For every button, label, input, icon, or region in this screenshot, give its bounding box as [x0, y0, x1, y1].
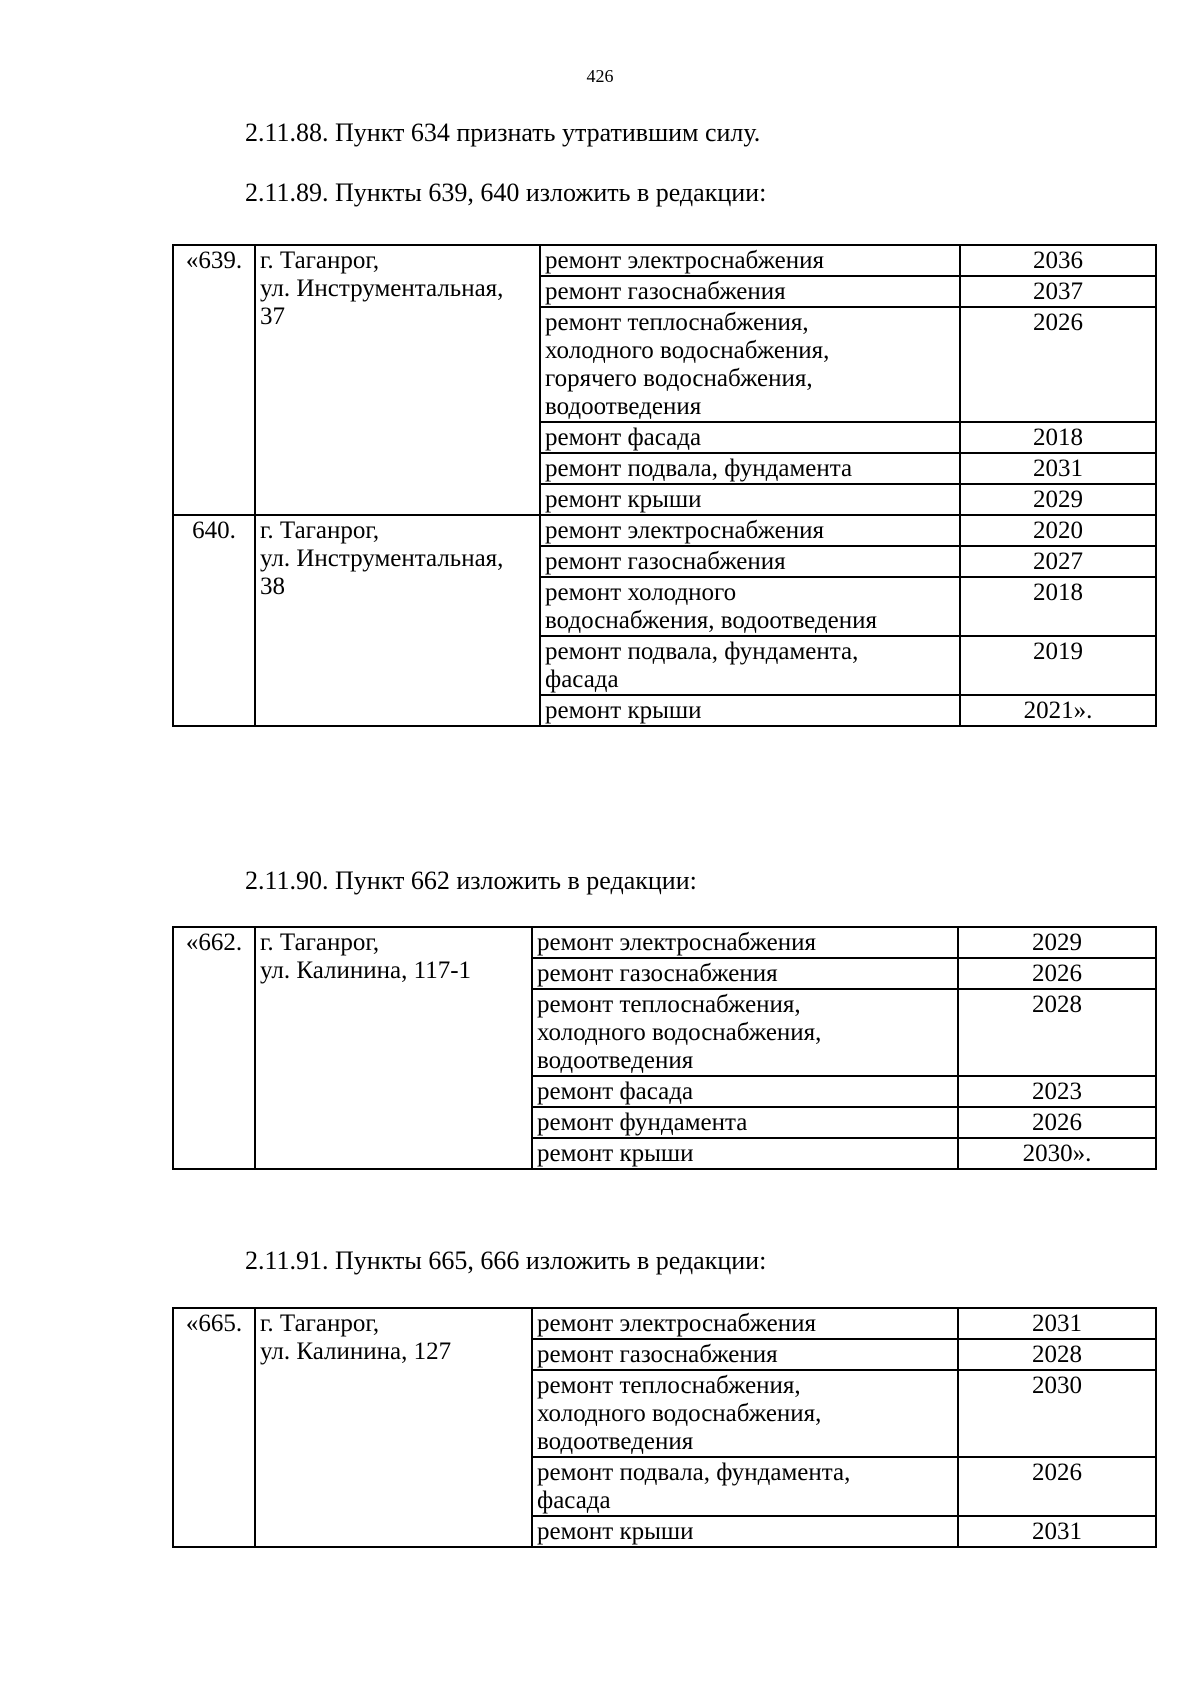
year-cell: 2018	[960, 577, 1156, 636]
work-type-line: ремонт крыши	[545, 486, 702, 513]
address-line: г. Таганрог,	[260, 247, 380, 274]
table-row	[173, 1308, 1156, 1339]
year-cell: 2023	[958, 1076, 1156, 1107]
work-type-cell	[540, 422, 960, 453]
work-type-cell	[532, 1457, 958, 1516]
address-line: ул. Калинина, 117-1	[260, 957, 472, 984]
work-type-cell	[540, 577, 960, 636]
table-row	[173, 927, 1156, 958]
item-number: «639.	[173, 245, 255, 515]
work-type-cell	[532, 1516, 958, 1547]
page-number: 426	[586, 66, 614, 86]
year-cell: 2031	[958, 1308, 1156, 1339]
address-cell	[255, 515, 540, 726]
work-type-line: ремонт крыши	[537, 1518, 694, 1545]
work-type-cell	[532, 1138, 958, 1169]
repair-table	[172, 1307, 1157, 1548]
work-type-cell	[540, 515, 960, 546]
work-type-line: горячего водоснабжения,	[545, 365, 813, 392]
year-cell: 2036	[960, 245, 1156, 276]
address-line: 37	[260, 303, 285, 330]
address-cell	[255, 245, 540, 515]
address-line: г. Таганрог,	[260, 517, 380, 544]
year-cell: 2026	[960, 307, 1156, 422]
work-type-line: ремонт электроснабжения	[537, 929, 816, 956]
work-type-line: ремонт холодного	[545, 579, 737, 606]
section-heading: 2.11.91. Пункты 665, 666 изложить в редакции:	[245, 1246, 767, 1275]
work-type-line: ремонт электроснабжения	[545, 517, 824, 544]
address-line: ул. Инструментальная,	[260, 275, 504, 302]
address-line: ул. Калинина, 127	[260, 1338, 452, 1365]
year-cell: 2026	[958, 1457, 1156, 1516]
work-type-cell	[532, 1107, 958, 1138]
address-line: ул. Инструментальная,	[260, 545, 504, 572]
repair-table	[172, 244, 1157, 727]
table-row	[173, 515, 1156, 546]
work-type-line: ремонт фундамента	[537, 1109, 748, 1136]
year-cell: 2029	[960, 484, 1156, 515]
work-type-line: ремонт фасада	[545, 424, 702, 451]
year-cell: 2030	[958, 1370, 1156, 1457]
work-type-cell	[540, 484, 960, 515]
work-type-line: ремонт электроснабжения	[537, 1310, 816, 1337]
address-line: 38	[260, 573, 285, 600]
year-cell: 2037	[960, 276, 1156, 307]
work-type-line: холодного водоснабжения,	[537, 1019, 822, 1046]
work-type-cell	[540, 695, 960, 726]
work-type-line: ремонт газоснабжения	[537, 960, 778, 987]
work-type-cell	[540, 546, 960, 577]
work-type-line: ремонт фасада	[537, 1078, 694, 1105]
address-line: г. Таганрог,	[260, 929, 380, 956]
work-type-line: ремонт газоснабжения	[545, 278, 786, 305]
work-type-line: ремонт крыши	[545, 697, 702, 724]
year-cell: 2027	[960, 546, 1156, 577]
work-type-line: ремонт электроснабжения	[545, 247, 824, 274]
address-line: г. Таганрог,	[260, 1310, 380, 1337]
year-cell: 2028	[958, 1339, 1156, 1370]
work-type-line: водоснабжения, водоотведения	[545, 607, 877, 634]
year-cell: 2019	[960, 636, 1156, 695]
work-type-line: холодного водоснабжения,	[537, 1400, 822, 1427]
work-type-cell	[532, 927, 958, 958]
year-cell: 2028	[958, 989, 1156, 1076]
work-type-cell	[532, 1308, 958, 1339]
item-number: 640.	[173, 515, 255, 726]
work-type-line: ремонт теплоснабжения,	[537, 1372, 801, 1399]
repair-table	[172, 926, 1157, 1170]
section-heading: 2.11.89. Пункты 639, 640 изложить в редакции:	[245, 178, 767, 207]
work-type-cell	[540, 636, 960, 695]
work-type-line: ремонт газоснабжения	[537, 1341, 778, 1368]
work-type-line: ремонт теплоснабжения,	[545, 309, 809, 336]
work-type-line: ремонт подвала, фундамента,	[545, 638, 859, 665]
year-cell: 2031	[960, 453, 1156, 484]
work-type-line: фасада	[545, 666, 619, 693]
year-cell: 2018	[960, 422, 1156, 453]
work-type-line: водоотведения	[537, 1047, 694, 1074]
work-type-line: ремонт газоснабжения	[545, 548, 786, 575]
year-cell: 2026	[958, 958, 1156, 989]
work-type-line: холодного водоснабжения,	[545, 337, 830, 364]
work-type-line: водоотведения	[545, 393, 702, 420]
work-type-cell	[532, 989, 958, 1076]
section-heading: 2.11.90. Пункт 662 изложить в редакции:	[245, 866, 697, 895]
address-cell	[255, 1308, 532, 1547]
work-type-line: водоотведения	[537, 1428, 694, 1455]
work-type-line: ремонт подвала, фундамента,	[537, 1459, 851, 1486]
year-cell: 2020	[960, 515, 1156, 546]
work-type-cell	[532, 958, 958, 989]
year-cell: 2026	[958, 1107, 1156, 1138]
work-type-cell	[540, 307, 960, 422]
item-number: «665.	[173, 1308, 255, 1547]
year-cell: 2029	[958, 927, 1156, 958]
section-heading: 2.11.88. Пункт 634 признать утратившим силу.	[245, 118, 761, 147]
address-cell	[255, 927, 532, 1169]
table-row	[173, 245, 1156, 276]
year-cell: 2030».	[958, 1138, 1156, 1169]
work-type-cell	[540, 453, 960, 484]
work-type-cell	[532, 1076, 958, 1107]
work-type-cell	[540, 245, 960, 276]
work-type-line: фасада	[537, 1487, 611, 1514]
work-type-cell	[540, 276, 960, 307]
work-type-cell	[532, 1339, 958, 1370]
year-cell: 2031	[958, 1516, 1156, 1547]
year-cell: 2021».	[960, 695, 1156, 726]
work-type-line: ремонт крыши	[537, 1140, 694, 1167]
work-type-line: ремонт подвала, фундамента	[545, 455, 853, 482]
item-number: «662.	[173, 927, 255, 1169]
work-type-cell	[532, 1370, 958, 1457]
work-type-line: ремонт теплоснабжения,	[537, 991, 801, 1018]
